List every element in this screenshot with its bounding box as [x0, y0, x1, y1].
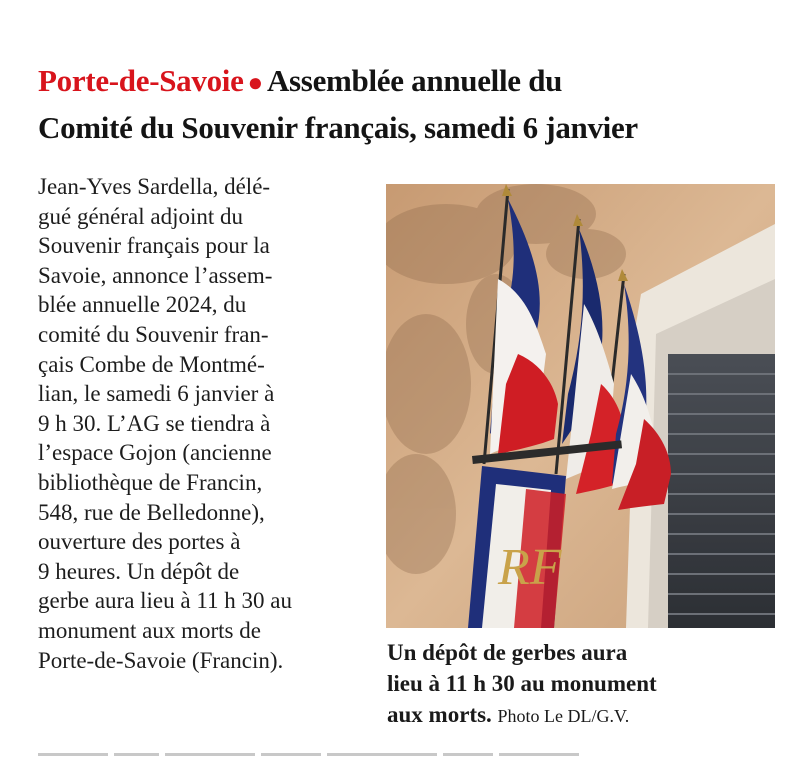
body-line: bibliothèque de Francin, [38, 469, 263, 495]
headline-title-line1: Assemblée annuelle du [266, 63, 563, 98]
body-line: lian, le samedi 6 janvier à [38, 381, 275, 407]
cropped-next-text [38, 749, 638, 759]
body-line: çais Combe de Montmé- [38, 351, 265, 377]
headline-title-line2: Comité du Souvenir français, samedi 6 janvier [38, 110, 638, 145]
caption-line3: aux morts. [387, 702, 492, 727]
body-line: Savoie, annonce l’assem- [38, 262, 273, 288]
caption-line1: Un dépôt de gerbes aura [387, 640, 628, 665]
body-line: 548, rue de Belledonne), [38, 499, 265, 525]
body-line: gerbe aura lieu à 11 h 30 au [38, 588, 292, 614]
flags-photo-illustration [386, 184, 775, 628]
caption-line2: lieu à 11 h 30 au monument [387, 671, 657, 696]
headline [38, 58, 788, 150]
bullet-dot-icon: ● [247, 68, 263, 97]
article-photo [386, 184, 775, 628]
photo-caption [387, 637, 787, 732]
body-line: Porte-de-Savoie (Francin). [38, 647, 284, 673]
photo-credit: Photo Le DL/G.V. [497, 706, 630, 726]
body-line: blée annuelle 2024, du [38, 292, 247, 318]
body-line: ouverture des portes à [38, 529, 241, 555]
plaque-rf-text: RF [498, 539, 562, 596]
body-line: Souvenir français pour la [38, 233, 270, 259]
body-line: gué général adjoint du [38, 203, 244, 229]
body-line: 9 heures. Un dépôt de [38, 558, 240, 584]
body-line: 9 h 30. L’AG se tiendra à [38, 410, 271, 436]
body-line: monument aux morts de [38, 617, 261, 643]
body-line: l’espace Gojon (ancienne [38, 440, 272, 466]
body-line: comité du Souvenir fran- [38, 321, 269, 347]
headline-location: Porte-de-Savoie [38, 63, 244, 98]
body-line: Jean-Yves Sardella, délé- [38, 174, 271, 199]
article-body [38, 172, 368, 675]
